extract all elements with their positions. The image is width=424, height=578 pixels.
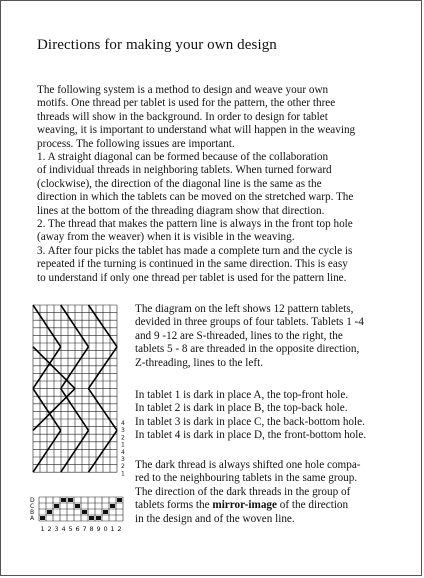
text-fragment: of the direction: [276, 499, 349, 512]
intro-line: to understand if only one thread per tablet is used for the pattern line.: [37, 271, 347, 284]
row-number: 3: [121, 456, 125, 463]
legend-col-label: 2: [117, 525, 122, 533]
intro-line: 1. A straight diagonal can be formed because of the collaboration: [37, 151, 329, 164]
text-line: In tablet 2 is dark in place B, the top-back hole.: [135, 402, 348, 415]
text-line: In tablet 1 is dark in place A, the top-front hole.: [135, 389, 349, 401]
row-number: 1: [121, 441, 125, 449]
dark-hole-mark: [110, 504, 115, 508]
legend-col-label: 7: [82, 525, 87, 533]
intro-line: 2. The thread that makes the pattern line is always in the front top hole: [37, 218, 353, 231]
row-number: 4: [121, 448, 125, 456]
dark-hole-mark: [47, 510, 52, 514]
text-line: devided in three groups of four tablets. Tablets 1 -4: [135, 316, 364, 329]
pattern-line: [61, 305, 89, 347]
tablet-holes-description: [135, 389, 417, 443]
intro-line: lines at the bottom of the threading diagram show that direction.: [37, 204, 325, 217]
tablet-legend: [29, 491, 129, 553]
dark-hole-mark: [117, 498, 122, 502]
row-number: 2: [121, 434, 125, 442]
text-line: In tablet 3 is dark in place C, the back-bottom hole.: [135, 415, 365, 428]
intro-text: [37, 84, 409, 285]
legend-row-label: A: [30, 515, 35, 522]
dark-hole-mark: [96, 516, 101, 520]
legend-row-label: C: [30, 503, 35, 510]
legend-row-label: D: [30, 497, 35, 504]
legend-col-label: 3: [54, 525, 59, 533]
text-line: tablets 5 - 8 are threaded in the opposite direction,: [135, 343, 360, 356]
row-number: 4: [121, 420, 125, 427]
dark-hole-mark: [103, 510, 108, 514]
intro-line: motifs. One thread per tablet is used for the pattern, the other three: [37, 97, 336, 110]
intro-line: of individual threads in neighboring tablets. When turned forward: [37, 164, 332, 177]
intro-line: process. The following issues are important.: [37, 137, 235, 150]
dark-hole-mark: [82, 510, 87, 514]
dark-hole-mark: [40, 516, 45, 520]
text-line: in the design and of the woven line.: [135, 512, 295, 525]
text-fragment: tablets forms the: [135, 499, 213, 512]
intro-line: threads will show in the background. In order to design for tablet: [37, 110, 328, 123]
text-line: red to the neighbouring tablets in the same group.: [135, 472, 358, 485]
legend-row-label: B: [30, 509, 35, 516]
dark-hole-mark: [89, 516, 94, 520]
legend-col-label: 1: [110, 525, 115, 533]
dark-hole-mark: [54, 504, 59, 508]
text-line: [135, 499, 417, 512]
legend-col-label: 9: [96, 525, 101, 533]
intro-line: (away from the weaver) when it is visible in the weaving.: [37, 231, 295, 244]
legend-col-label: 2: [47, 525, 52, 533]
text-line: The direction of the dark threads in the group of: [135, 485, 351, 498]
intro-line: repeated if the turning is continued in the same direction. This is easy: [37, 258, 348, 271]
pattern-line: [61, 430, 89, 472]
dark-thread-description: [135, 459, 417, 526]
diagram-description: [135, 303, 417, 370]
legend-col-label: 4: [61, 525, 66, 533]
intro-line: 3. After four picks the tablet has made a complete turn and the cycle is: [37, 244, 353, 257]
text-line: Z-threading, lines to the left.: [135, 356, 263, 369]
legend-col-label: 8: [89, 525, 94, 533]
intro-line: weaving, it is important to understand what will happen in the weaving: [37, 124, 356, 137]
dark-hole-mark: [68, 498, 73, 502]
row-number: 3: [121, 427, 125, 435]
page-heading: Directions for making your own design: [37, 37, 277, 53]
dark-hole-mark: [61, 498, 66, 502]
mirror-image-term: mirror-image: [212, 499, 277, 512]
text-line: and 9 -12 are S-threaded, lines to the right, the: [135, 329, 343, 342]
dark-hole-mark: [75, 504, 80, 508]
legend-col-label: 5: [68, 525, 73, 533]
text-line: In tablet 4 is dark in place D, the front-bottom hole.: [135, 429, 367, 442]
legend-col-label: 6: [75, 525, 80, 533]
text-line: The diagram on the left shows 12 pattern tablets,: [135, 303, 354, 315]
intro-line: The following system is a method to design and weave your own: [37, 84, 329, 96]
legend-col-label: 1: [40, 525, 45, 533]
intro-line: direction in which the tablets can be moved on the stretched warp. The: [37, 191, 354, 204]
row-number: 2: [121, 463, 125, 471]
row-number: 1: [121, 470, 125, 478]
legend-col-label: 0: [103, 525, 108, 533]
text-line: The dark thread is always shifted one hole compa-: [135, 459, 361, 471]
pattern-line: [61, 389, 89, 431]
pattern-line: [61, 347, 89, 389]
intro-line: (clockwise), the direction of the diagonal line is the same as the: [37, 177, 322, 190]
threading-diagram: [29, 301, 125, 487]
